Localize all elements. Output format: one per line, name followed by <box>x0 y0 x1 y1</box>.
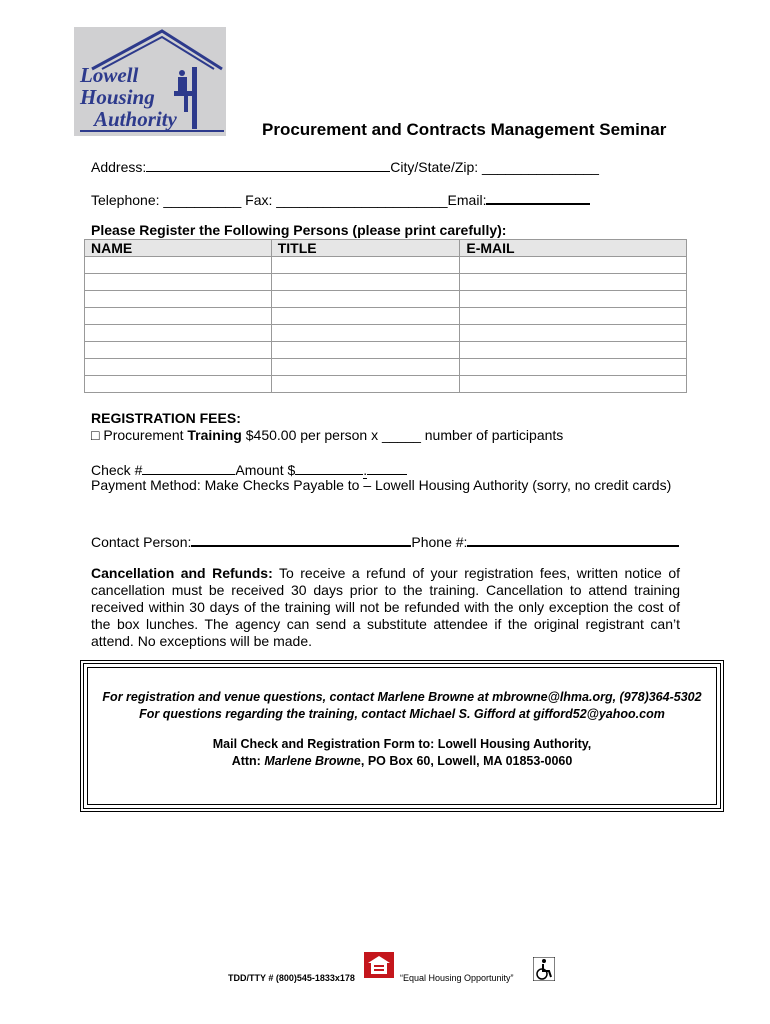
fee-detail: $450.00 per person x _____ number of participants <box>241 427 564 443</box>
name-cell[interactable] <box>85 291 272 308</box>
attn-name-suffix: e <box>353 754 361 768</box>
name-cell[interactable] <box>85 257 272 274</box>
title-cell[interactable] <box>271 308 460 325</box>
email-cell[interactable] <box>460 342 687 359</box>
logo-text-housing: Housing <box>80 85 155 109</box>
email-cell[interactable] <box>460 308 687 325</box>
column-header-name: NAME <box>85 240 272 257</box>
email-cell[interactable] <box>460 376 687 393</box>
attn-name: Marlene Brown <box>264 754 354 768</box>
name-cell[interactable] <box>85 308 272 325</box>
mail-to-line: Mail Check and Registration Form to: Lowell Housing Authority, <box>212 737 592 751</box>
table-row <box>85 274 687 291</box>
logo-text-authority: Authority <box>94 107 177 131</box>
attn-label: Attn: <box>231 754 265 768</box>
table-row <box>85 308 687 325</box>
cancellation-paragraph <box>91 565 680 650</box>
address-label: Address: <box>91 159 147 175</box>
phone-blank[interactable] <box>467 531 679 547</box>
title-cell[interactable] <box>271 325 460 342</box>
procurement-fee-line <box>91 427 563 443</box>
email-cell[interactable] <box>460 325 687 342</box>
procurement-label: Procurement <box>103 427 188 443</box>
training-contact-line: For questions regarding the training, contact Michael S. Gifford at gifford52@yahoo.com <box>139 707 665 721</box>
amount-cents-blank[interactable] <box>367 460 407 475</box>
table-row <box>85 325 687 342</box>
name-cell[interactable] <box>85 274 272 291</box>
registration-table <box>84 239 687 393</box>
contact-info-box-inner <box>87 667 717 805</box>
contact-info-box <box>80 660 724 812</box>
column-header-title: TITLE <box>271 240 460 257</box>
equal-housing-text: “Equal Housing Opportunity” <box>400 973 514 983</box>
city-state-zip-label: City/State/Zip: _______________ <box>390 159 599 175</box>
contact-person-label: Contact Person: <box>91 534 192 550</box>
table-row <box>85 342 687 359</box>
check-number-label: Check # <box>91 462 143 478</box>
table-row <box>85 291 687 308</box>
title-cell[interactable] <box>271 342 460 359</box>
table-row <box>85 359 687 376</box>
title-cell[interactable] <box>271 291 460 308</box>
phone-label: Phone #: <box>411 534 468 550</box>
title-cell[interactable] <box>271 376 460 393</box>
equal-housing-icon <box>364 952 394 978</box>
telephone-line <box>91 189 590 208</box>
contact-person-blank[interactable] <box>191 531 411 547</box>
email-cell[interactable] <box>460 291 687 308</box>
logo-text-lowell: Lowell <box>80 63 139 87</box>
name-cell[interactable] <box>85 342 272 359</box>
telephone-fax-label: Telephone: __________ Fax: ______________________Email: <box>91 192 487 208</box>
amount-label: Amount $ <box>235 462 296 478</box>
name-cell[interactable] <box>85 359 272 376</box>
table-header-row <box>85 240 687 257</box>
title-cell[interactable] <box>271 359 460 376</box>
contact-line <box>91 531 679 550</box>
title-cell[interactable] <box>271 274 460 291</box>
address-blank[interactable] <box>146 157 390 172</box>
check-amount-line <box>91 460 407 478</box>
cancellation-heading: Cancellation and Refunds: <box>91 565 273 581</box>
amount-decimal-point: . <box>363 462 368 478</box>
registration-fees-heading: REGISTRATION FEES: <box>91 410 241 426</box>
registration-contact-line: For registration and venue questions, contact Marlene Browne at mbrowne@lhma.org, (978)364-5302 <box>102 690 702 704</box>
payment-method-line: Payment Method: Make Checks Payable to – Lowell Housing Authority (sorry, no credit cards) <box>91 477 672 493</box>
address-line <box>91 157 599 175</box>
table-row <box>85 376 687 393</box>
title-cell[interactable] <box>271 257 460 274</box>
tdd-tty-number: TDD/TTY # (800)545-1833x178 <box>228 973 355 983</box>
training-label: Training <box>187 427 242 443</box>
table-row <box>85 257 687 274</box>
lowell-housing-authority-logo <box>74 27 226 136</box>
page-title: Procurement and Contracts Management Seminar <box>262 120 667 139</box>
attn-line <box>88 754 716 768</box>
register-heading: Please Register the Following Persons (please print carefully): <box>91 222 507 238</box>
cancellation-text: To receive a refund of your registration fees, written notice of cancellation must be received 30 days prior to the training. Cancellation to attend training received within 30 days of the training will not be refunded with the only exception the cost of the box lunches. The agency can send a substitute attendee if the original registrant can’t attend. No exceptions will be made. <box>91 565 681 649</box>
amount-dollars-blank[interactable] <box>295 460 363 475</box>
name-cell[interactable] <box>85 376 272 393</box>
mailing-address: , PO Box 60, Lowell, MA 01853-0060 <box>360 754 573 768</box>
column-header-email: E-MAIL <box>460 240 687 257</box>
email-cell[interactable] <box>460 359 687 376</box>
email-blank[interactable] <box>486 189 590 205</box>
name-cell[interactable] <box>85 325 272 342</box>
checkbox-icon[interactable]: □ <box>91 427 100 443</box>
email-cell[interactable] <box>460 274 687 291</box>
wheelchair-accessibility-icon <box>533 957 555 981</box>
check-number-blank[interactable] <box>142 460 235 475</box>
email-cell[interactable] <box>460 257 687 274</box>
